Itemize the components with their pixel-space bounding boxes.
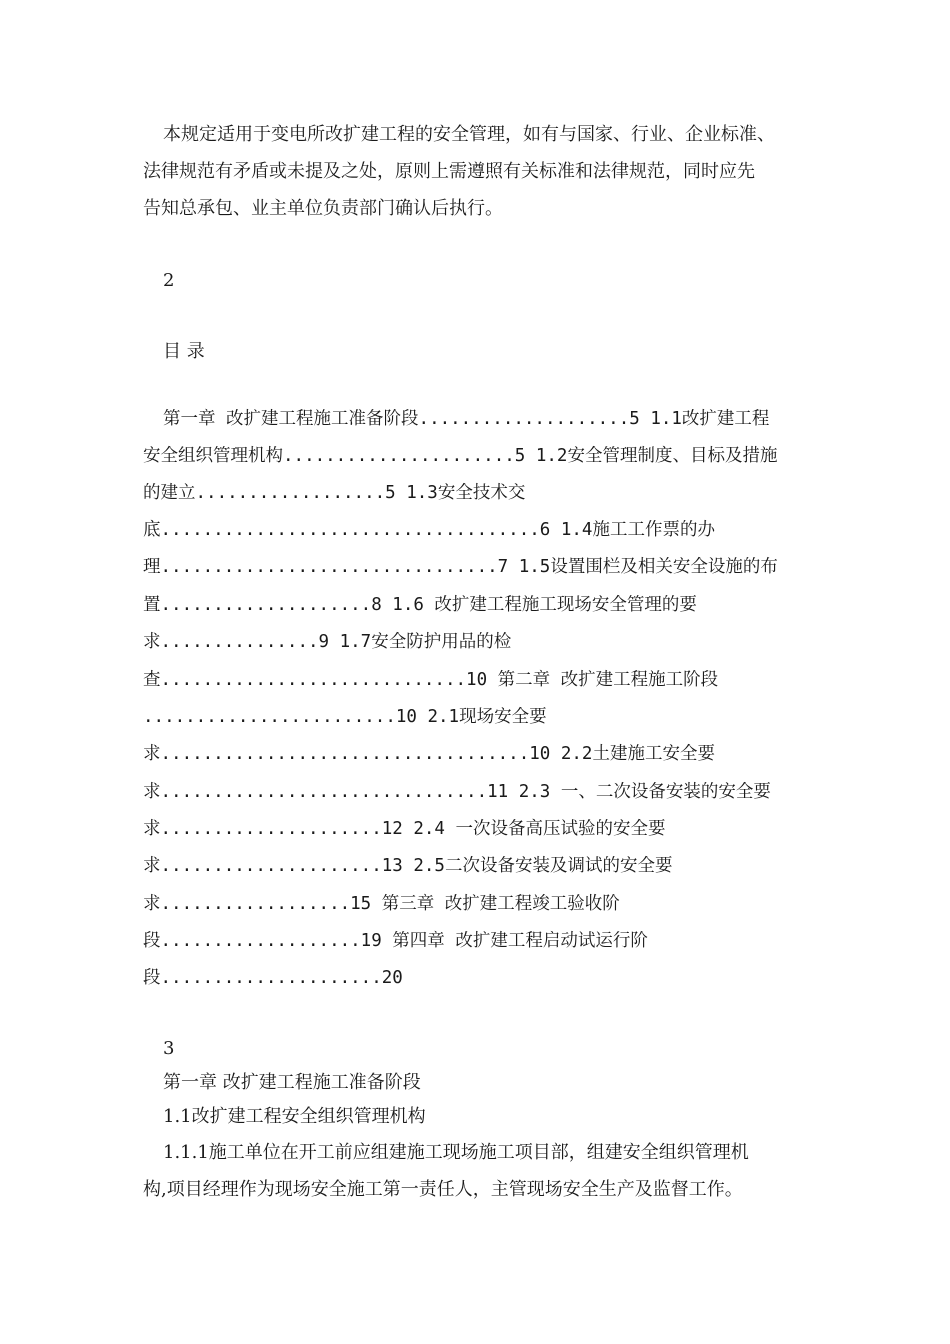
intro-line-1: 本规定适用于变电所改扩建工程的安全管理，如有与国家、行业、企业标准、 bbox=[163, 124, 775, 145]
toc-line[interactable]: 置....................8 1.6 改扩建工程施工现场安全管理的要 bbox=[143, 595, 697, 615]
toc-line[interactable]: 求...................................10 2.2土建施工安全要 bbox=[143, 744, 715, 764]
toc-line[interactable]: 求...............................11 2.3 一、二次设备安装的安全要 bbox=[143, 782, 771, 802]
page-number-2: 2 bbox=[163, 270, 175, 291]
toc-line[interactable]: 理................................7 1.5设置围栏及相关安全设施的布 bbox=[143, 557, 778, 577]
toc-title: 目 录 bbox=[163, 341, 205, 362]
toc-line[interactable]: 求...............9 1.7安全防护用品的检 bbox=[143, 632, 512, 652]
toc-line[interactable]: 底....................................6 1.4施工工作票的办 bbox=[143, 520, 715, 540]
toc-line[interactable]: 段...................19 第四章 改扩建工程启动试运行阶 bbox=[143, 931, 648, 951]
page-number-3: 3 bbox=[163, 1038, 175, 1059]
intro-line-2: 法律规范有矛盾或未提及之处，原则上需遵照有关标准和法律规范，同时应先 bbox=[143, 161, 755, 182]
toc-line[interactable]: 求.....................13 2.5二次设备安装及调试的安全要 bbox=[143, 856, 673, 876]
toc-line[interactable]: 求..................15 第三章 改扩建工程竣工验收阶 bbox=[143, 894, 620, 914]
toc-line[interactable]: 段.....................20 bbox=[143, 968, 403, 988]
toc-line[interactable]: ........................10 2.1现场安全要 bbox=[143, 707, 547, 727]
section-heading: 1.1改扩建工程安全组织管理机构 bbox=[163, 1106, 426, 1127]
toc-line[interactable]: 第一章 改扩建工程施工准备阶段....................5 1.1改扩建工程 bbox=[163, 409, 770, 429]
toc-line[interactable]: 查.............................10 第二章 改扩建工程施工阶段 bbox=[143, 670, 719, 690]
intro-line-3: 告知总承包、业主单位负责部门确认后执行。 bbox=[143, 198, 503, 219]
chapter-title: 第一章 改扩建工程施工准备阶段 bbox=[163, 1072, 421, 1093]
toc-line[interactable]: 安全组织管理机构......................5 1.2安全管理制度、目标及措施 bbox=[143, 446, 778, 466]
toc-line[interactable]: 求.....................12 2.4 一次设备高压试验的安全要 bbox=[143, 819, 666, 839]
toc-line[interactable]: 的建立..................5 1.3安全技术交 bbox=[143, 483, 526, 503]
paragraph-line-2: 构,项目经理作为现场安全施工第一责任人，主管现场安全生产及监督工作。 bbox=[143, 1179, 743, 1200]
paragraph-line-1: 1.1.1施工单位在开工前应组建施工现场施工项目部，组建安全组织管理机 bbox=[163, 1142, 749, 1163]
